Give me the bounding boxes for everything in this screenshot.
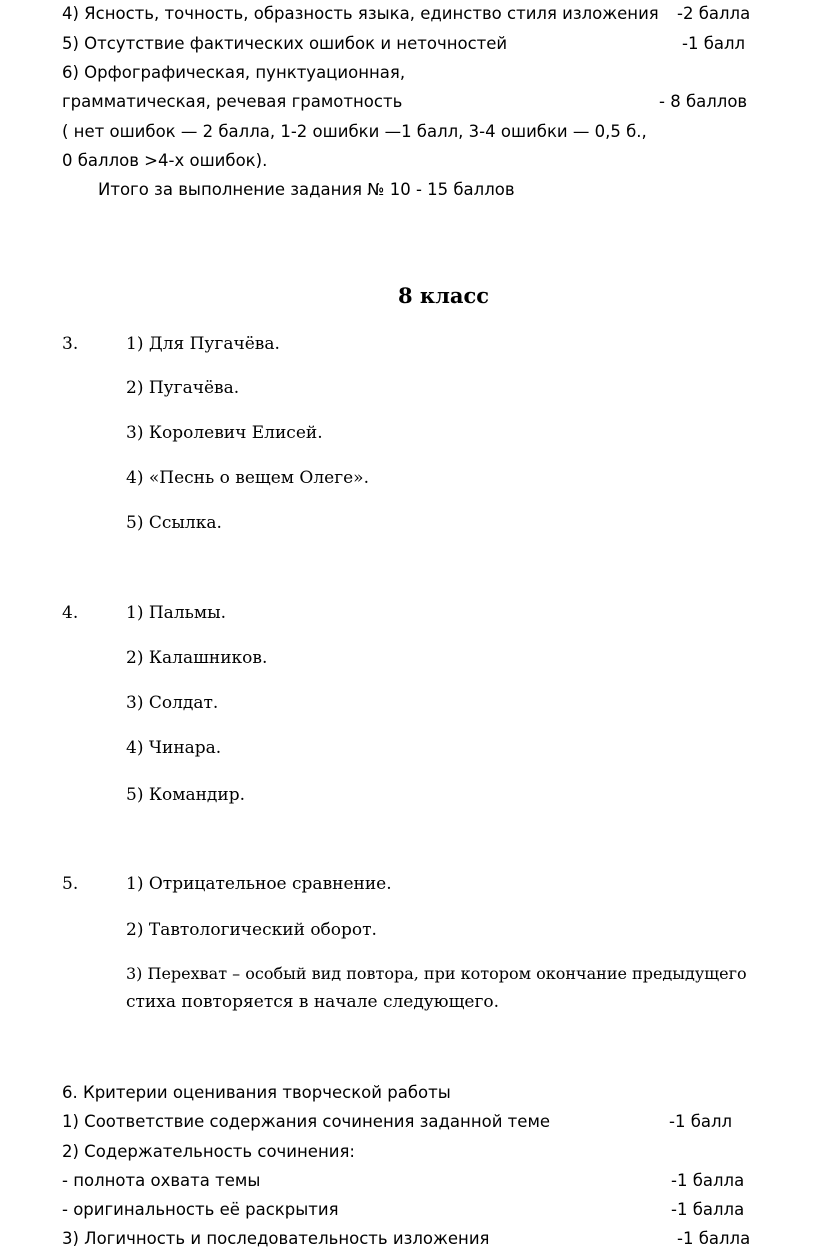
total-line: Итого за выполнение задания № 10 - 15 баллов <box>98 180 515 199</box>
answer-item: 2) Тавтологический оборот. <box>126 920 377 940</box>
criterion-line: 3) Логичность и последовательность изложения <box>62 1229 490 1248</box>
answer-item: 5) Командир. <box>126 785 246 805</box>
criterion-line: 5) Отсутствие фактических ошибок и неточностей <box>62 34 508 53</box>
answer-item: 1) Отрицательное сравнение. <box>126 874 392 894</box>
answer-item: 2) Калашников. <box>126 648 268 668</box>
task-number: 4. <box>62 603 79 623</box>
task-number: 3. <box>62 334 79 354</box>
answer-item-continuation: стиха повторяется в начале следующего. <box>126 992 500 1012</box>
criterion-points: -1 балла <box>671 1171 745 1190</box>
criterion-points: -1 балл <box>669 1112 733 1131</box>
answer-item: 5) Ссылка. <box>126 513 222 533</box>
criterion-points: -1 балла <box>677 1229 751 1248</box>
criterion-line: - оригинальность её раскрытия <box>62 1200 339 1219</box>
answer-item: 4) «Песнь о вещем Олеге». <box>126 468 369 488</box>
criterion-line: грамматическая, речевая грамотность <box>62 92 403 111</box>
criterion-line: ( нет ошибок — 2 балла, 1-2 ошибки —1 балл, 3-4 ошибки — 0,5 б., <box>62 122 647 141</box>
criterion-line: 2) Содержательность сочинения: <box>62 1142 355 1161</box>
answer-item: 1) Для Пугачёва. <box>126 334 280 354</box>
criterion-points: -1 балла <box>671 1200 745 1219</box>
section-title: 8 класс <box>398 283 490 308</box>
answer-item: 2) Пугачёва. <box>126 378 240 398</box>
criterion-line: - полнота охвата темы <box>62 1171 261 1190</box>
task-number: 5. <box>62 874 79 894</box>
answer-item: 3) Королевич Елисей. <box>126 423 323 443</box>
criterion-line: 6) Орфографическая, пунктуационная, <box>62 63 406 82</box>
answer-item: 3) Перехват – особый вид повтора, при котором окончание предыдущего <box>126 964 747 983</box>
criterion-points: -1 балл <box>682 34 746 53</box>
criterion-line: 4) Ясность, точность, образность языка, единство стиля изложения <box>62 4 659 23</box>
criterion-line: 1) Соответствие содержания сочинения заданной теме <box>62 1112 551 1131</box>
criterion-line: 0 баллов >4-х ошибок). <box>62 151 268 170</box>
answer-item: 1) Пальмы. <box>126 603 227 623</box>
answer-item: 3) Солдат. <box>126 693 219 713</box>
criterion-points: -2 балла <box>677 4 751 23</box>
task6-heading: 6. Критерии оценивания творческой работы <box>62 1083 451 1102</box>
answer-item: 4) Чинара. <box>126 738 222 758</box>
criterion-points: - 8 баллов <box>659 92 748 111</box>
